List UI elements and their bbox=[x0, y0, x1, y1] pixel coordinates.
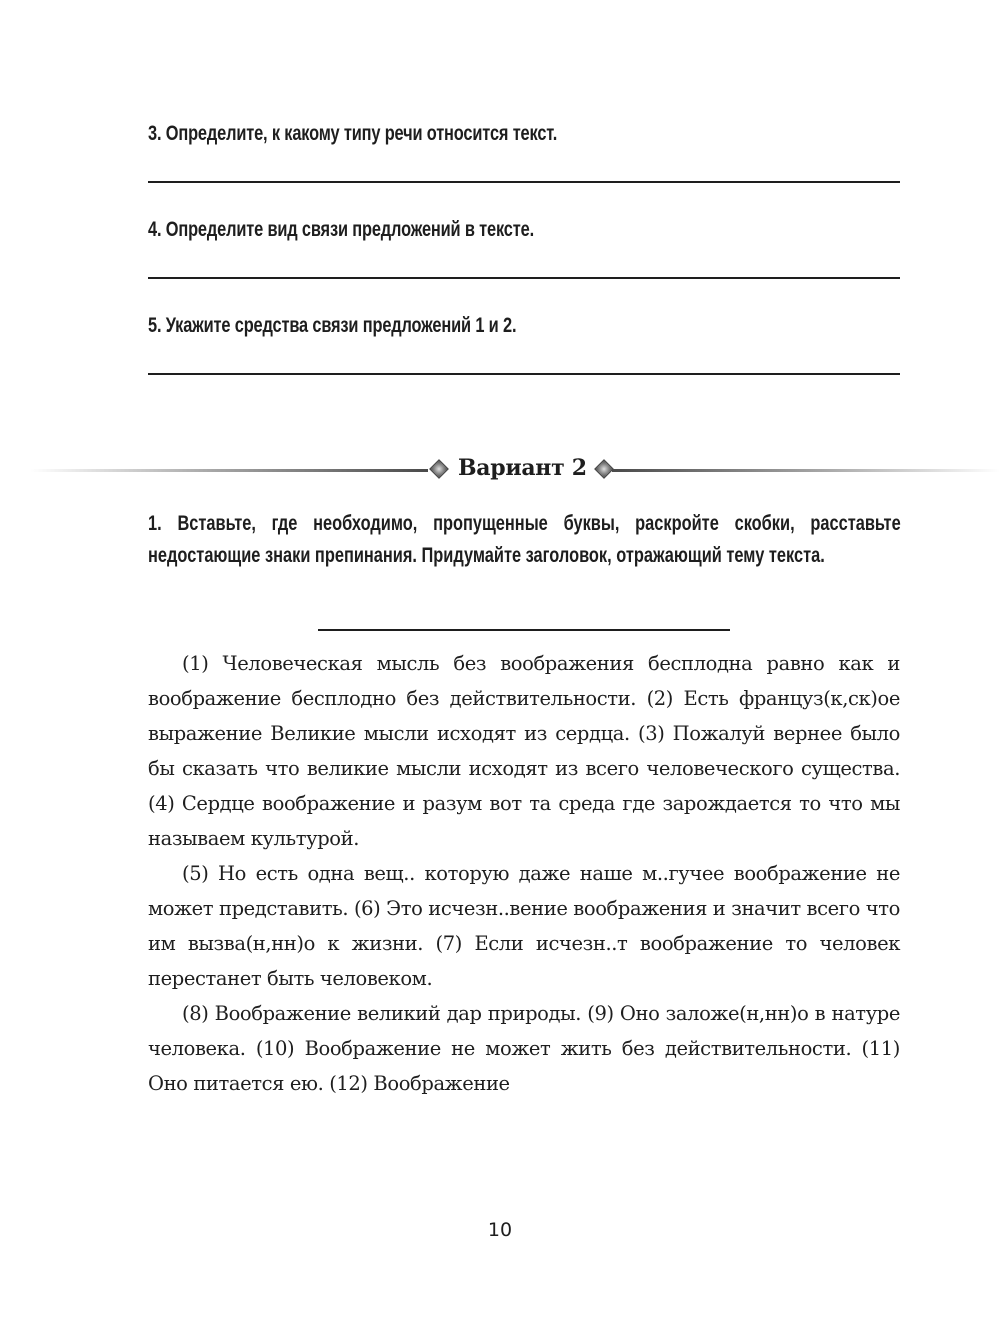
question-3-label: 3. Определите, к какому типу речи относится текст. bbox=[148, 122, 558, 145]
variant-title: Вариант 2 bbox=[458, 455, 587, 481]
decorative-rule-right bbox=[612, 469, 1000, 472]
answer-line-3[interactable] bbox=[148, 181, 900, 183]
title-answer-line[interactable] bbox=[318, 629, 730, 631]
decorative-rule-left bbox=[30, 469, 428, 472]
answer-line-4[interactable] bbox=[148, 277, 900, 279]
page-number: 10 bbox=[487, 1219, 513, 1241]
exercise-text bbox=[148, 646, 900, 1101]
diamond-ornament-right-icon bbox=[594, 459, 614, 479]
question-5-label: 5. Укажите средства связи предложений 1 и 2. bbox=[148, 314, 517, 337]
paragraph-3: (8) Воображение великий дар природы. (9) Оно заложе(н,нн)о в натуре человека. (10) Воображение не может жить без действительности. (11) Оно питается ею. (12) Воображение bbox=[148, 1002, 900, 1095]
diamond-ornament-left-icon bbox=[429, 459, 449, 479]
variant-header bbox=[0, 452, 1000, 488]
answer-line-5[interactable] bbox=[148, 373, 900, 375]
question-4-label: 4. Определите вид связи предложений в тексте. bbox=[148, 218, 534, 241]
paragraph-2: (5) Но есть одна вещ.. которую даже наше м..гучее воображение не может представить. (6) Это исчезн..вение воображения и значит всего что им вызва(н,нн)о к жизни. (7) Если исчезн..т воображение то человек перестанет быть человеком. bbox=[148, 862, 900, 990]
task-1-instructions: 1. Вставьте, где необходимо, пропущенные буквы, раскройте скобки, расставьте недостающие знаки препинания. Придумайте заголовок, отражающий тему текста. bbox=[148, 512, 901, 567]
paragraph-1: (1) Человеческая мысль без воображения бесплодна равно как и воображение бесплодно без действительности. (2) Есть француз(к,ск)ое выражение Великие мысли исходят из сердца. (3) Пожалуй вернее было бы сказать что великие мысли исходят из всего человеческого существа. (4) Сердце воображение и разум вот та среда где зарождается то что мы называем культурой. bbox=[148, 652, 900, 850]
